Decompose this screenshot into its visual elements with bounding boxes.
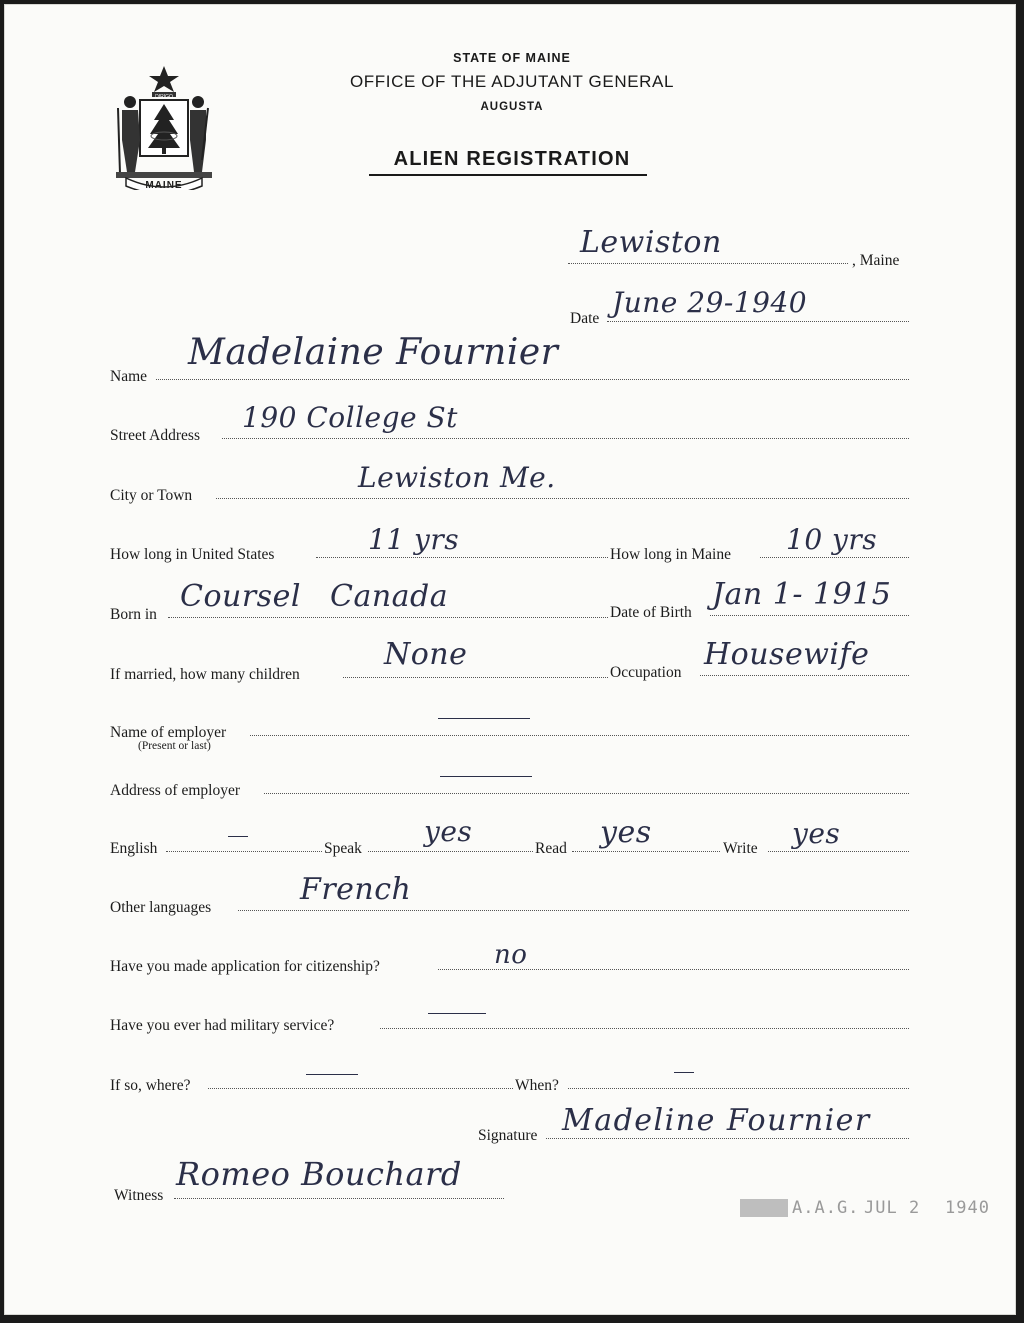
when-dash [674, 1072, 694, 1073]
city-or-town-value: Lewiston Me. [358, 461, 556, 494]
if-so-where-line [208, 1088, 513, 1089]
speak-value: yes [424, 815, 473, 848]
military-label: Have you ever had military service? [110, 1017, 335, 1034]
state-heading: STATE OF MAINE [453, 51, 571, 65]
stamp-block [740, 1199, 788, 1217]
date-of-birth-value: Jan 1- 1915 [712, 577, 892, 612]
city-heading: AUGUSTA [480, 101, 544, 113]
military-line [380, 1028, 909, 1029]
witness-label: Witness [114, 1187, 164, 1204]
name-value: Madelaine Fournier [188, 332, 559, 373]
how-long-us-line [316, 557, 608, 558]
how-long-maine-label: How long in Maine [610, 546, 731, 563]
english-line [166, 851, 322, 852]
other-languages-line [238, 910, 909, 911]
street-address-line [222, 438, 909, 439]
if-so-where-dash [306, 1074, 358, 1075]
how-long-us-label: How long in United States [110, 546, 275, 563]
city-or-town-line [216, 498, 909, 499]
write-value: yes [792, 817, 841, 850]
occupation-label: Occupation [610, 664, 682, 681]
speak-label: Speak [324, 840, 362, 857]
employer-address-label: Address of employer [110, 782, 240, 799]
title-underline [369, 174, 647, 176]
employer-address-dash [440, 776, 532, 777]
when-line [568, 1088, 909, 1089]
write-label: Write [723, 840, 758, 857]
speak-line [368, 851, 533, 852]
read-line [572, 851, 720, 852]
citizenship-value: no [494, 940, 528, 970]
other-languages-value: French [300, 872, 412, 907]
city-or-town-label: City or Town [110, 487, 193, 504]
signature-line [546, 1138, 909, 1139]
svg-text:DIRIGO: DIRIGO [155, 94, 173, 100]
employer-address-line [264, 793, 909, 794]
signature-label: Signature [478, 1127, 538, 1144]
other-languages-label: Other languages [110, 899, 212, 916]
children-value: None [384, 637, 468, 672]
name-label: Name [110, 368, 148, 385]
when-label: When? [515, 1077, 559, 1094]
stamp-office: A.A.G. [792, 1198, 860, 1218]
street-address-label: Street Address [110, 427, 200, 444]
employer-name-line [250, 735, 909, 736]
employer-name-label: Name of employer [110, 724, 227, 741]
military-dash [428, 1013, 486, 1014]
employer-name-dash [438, 718, 530, 719]
born-in-country-value: Canada [330, 579, 449, 614]
citizenship-label: Have you made application for citizenship? [110, 958, 380, 975]
form-title: ALIEN REGISTRATION [393, 148, 631, 170]
how-long-maine-line [760, 557, 909, 558]
city-header-value: Lewiston [580, 225, 722, 260]
office-heading: OFFICE OF THE ADJUTANT GENERAL [349, 72, 675, 91]
date-of-birth-line [710, 615, 909, 616]
signature-value: Madeline Fournier [562, 1103, 871, 1138]
english-label: English [110, 840, 158, 857]
children-line [343, 677, 608, 678]
occupation-value: Housewife [704, 637, 870, 672]
date-label: Date [570, 310, 600, 327]
date-line [607, 321, 909, 322]
how-long-maine-value: 10 yrs [786, 523, 878, 556]
name-line [156, 379, 909, 380]
street-address-value: 190 College St [242, 401, 458, 434]
svg-text:MAINE: MAINE [145, 180, 183, 190]
write-line [768, 851, 909, 852]
how-long-us-value: 11 yrs [368, 523, 460, 556]
if-so-where-label: If so, where? [110, 1077, 191, 1094]
witness-line [174, 1198, 504, 1199]
born-in-place-value: Coursel [180, 579, 301, 614]
employer-note-label: (Present or last) [138, 740, 211, 752]
read-value: yes [600, 815, 652, 850]
maine-suffix-label: , Maine [852, 252, 900, 269]
stamp-month-day: JUL 2 [864, 1198, 921, 1218]
english-dash [228, 836, 248, 837]
stamp-year: 1940 [945, 1198, 990, 1218]
date-of-birth-label: Date of Birth [610, 604, 692, 621]
read-label: Read [535, 840, 567, 857]
occupation-line [700, 675, 909, 676]
date-value: June 29-1940 [612, 286, 808, 319]
born-in-line [168, 617, 608, 618]
children-label: If married, how many children [110, 666, 300, 683]
witness-value: Romeo Bouchard [176, 1155, 462, 1193]
city-header-line [568, 263, 848, 264]
born-in-label: Born in [110, 606, 157, 623]
